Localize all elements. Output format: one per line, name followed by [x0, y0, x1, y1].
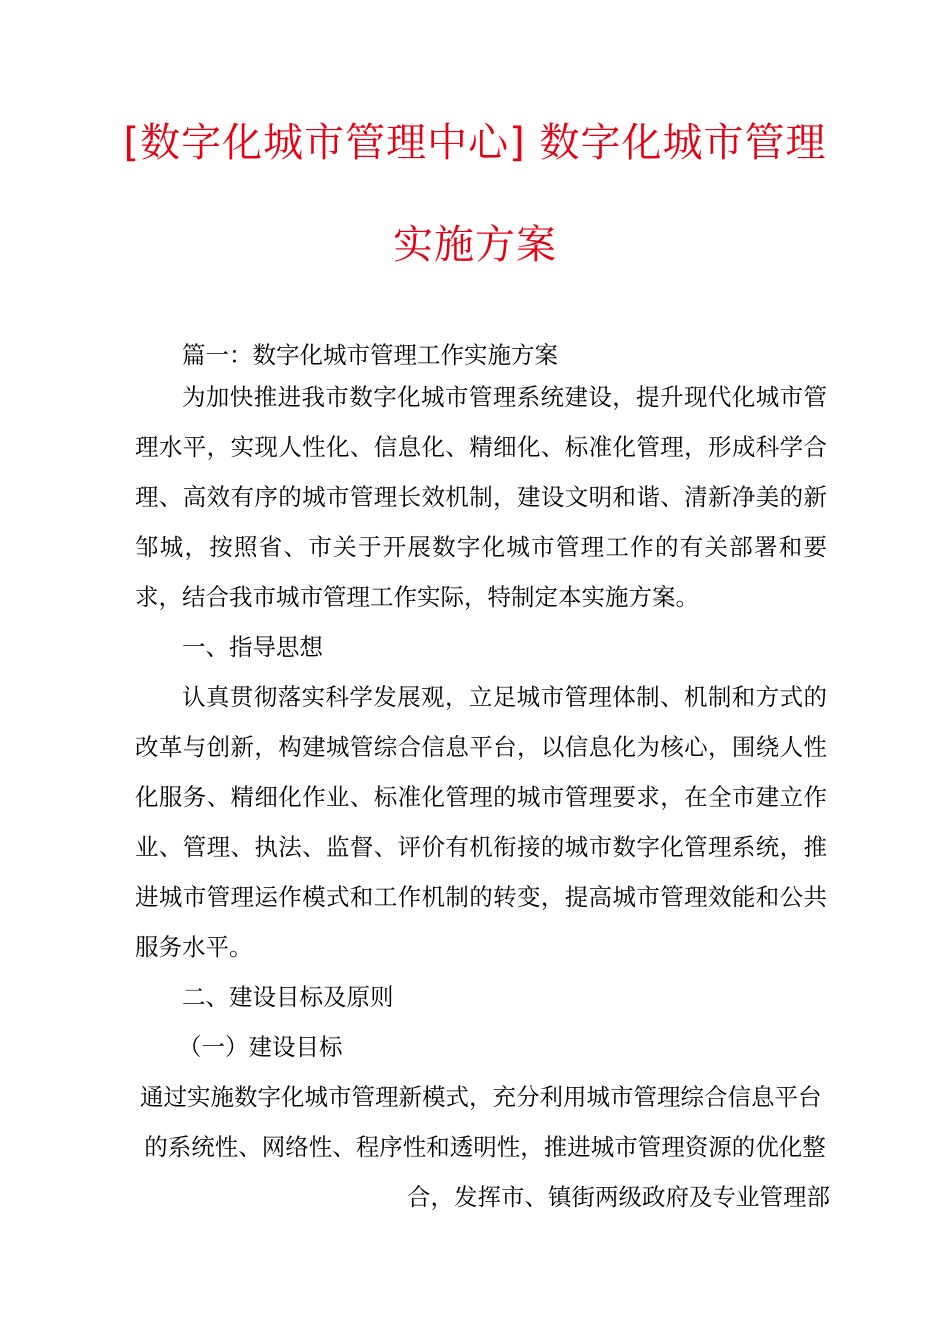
heading-guiding-ideology: 一、指导思想: [182, 633, 323, 661]
document-title-line-1: [数字化城市管理中心] 数字化城市管理: [123, 120, 827, 166]
section-label: 篇一：数字化城市管理工作实施方案: [182, 341, 558, 369]
guiding-paragraph: 认真贯彻落实科学发展观，立足城市管理体制、机制和方式的改革与创新，构建城管综合信息平台，以信息化为核心，围绕人性化服务、精细化作业、标准化管理的城市管理要求，在全市建立作业、管理、执法、监督、评价有机衔接的城市数字化管理系统，推进城市管理运作模式和工作机制的转变，提高城市管理效能和公共服务水平。: [135, 683, 827, 961]
intro-paragraph: 为加快推进我市数字化城市管理系统建设，提升现代化城市管理水平，实现人性化、信息化、精细化、标准化管理，形成科学合理、高效有序的城市管理长效机制，建设文明和谐、清新净美的新邹城，按照省、市关于开展数字化城市管理工作的有关部署和要求，结合我市城市管理工作实际，特制定本实施方案。: [135, 383, 827, 611]
goals-line: 合，发挥市、镇街两级政府及专业管理部: [407, 1183, 830, 1211]
goals-line: 通过实施数字化城市管理新模式，充分利用城市管理综合信息平台: [140, 1083, 822, 1111]
heading-goals-principles: 二、建设目标及原则: [182, 983, 394, 1011]
document-title-line-2: 实施方案: [393, 222, 557, 268]
goals-paragraph: [140, 1072, 830, 1222]
goals-line: 的系统性、网络性、程序性和透明性，推进城市管理资源的优化整: [144, 1133, 826, 1161]
sub-heading-goals: （一）建设目标: [178, 1033, 343, 1061]
